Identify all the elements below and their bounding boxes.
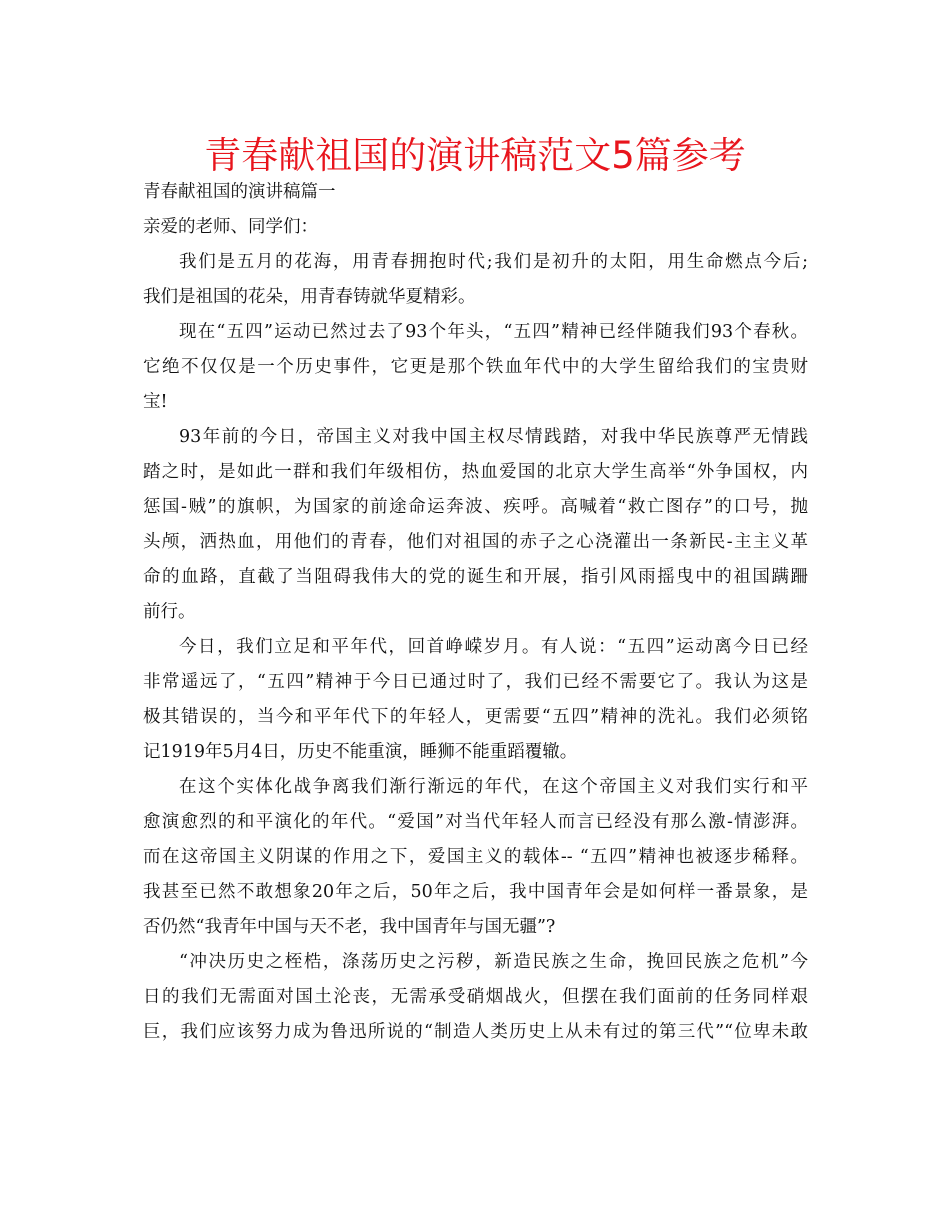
body-line: 而在这帝国主义阴谋的作用之下，爱国主义的载体-- “五四”精神也被逐步稀释。 <box>143 847 808 867</box>
body-line: 我们是祖国的花朵，用青春铸就华夏精彩。 <box>143 287 476 307</box>
body-line: 命的血路，直截了当阻碍我伟大的党的诞生和开展，指引风雨摇曳中的祖国蹒跚 <box>143 567 808 587</box>
body-line: 头颅，洒热血，用他们的青春，他们对祖国的赤子之心浇灌出一条新民-主主义革 <box>143 532 808 552</box>
body-line: 前行。 <box>143 602 196 622</box>
body-line: 今日，我们立足和平年代，回首峥嵘岁月。有人说：“五四”运动离今日已经 <box>179 637 808 657</box>
document-title: 青春献祖国的演讲稿范文5篇参考 <box>204 134 746 177</box>
body-line: 惩国-贼”的旗帜，为国家的前途命运奔波、疾呼。高喊着“救亡图存”的口号，抛 <box>143 497 808 517</box>
body-line: 日的我们无需面对国土沦丧，无需承受硝烟战火，但摆在我们面前的任务同样艰 <box>143 987 808 1007</box>
body-line: 我们是五月的花海，用青春拥抱时代;我们是初升的太阳，用生命燃点今后; <box>179 252 808 272</box>
body-line: 我甚至已然不敢想象20年之后，50年之后，我中国青年会是如何样一番景象，是 <box>143 882 808 902</box>
body-line: 否仍然“我青年中国与天不老，我中国青年与国无疆”? <box>143 917 556 937</box>
body-line: 93年前的今日，帝国主义对我中国主权尽情践踏，对我中华民族尊严无情践 <box>179 427 808 447</box>
body-line: “冲决历史之桎梏，涤荡历史之污秽，新造民族之生命，挽回民族之危机”今 <box>179 952 808 972</box>
body-line: 记1919年5月4日，历史不能重演，睡狮不能重蹈覆辙。 <box>143 742 578 762</box>
body-line: 宝! <box>143 392 168 412</box>
body-line: 极其错误的，当今和平年代下的年轻人，更需要“五四”精神的洗礼。我们必须铭 <box>143 707 808 727</box>
body-line: 愈演愈烈的和平演化的年代。“爱国”对当代年轻人而言已经没有那么激-情澎湃。 <box>143 812 808 832</box>
section-heading: 青春献祖国的演讲稿篇一 <box>143 182 336 202</box>
salutation: 亲爱的老师、同学们： <box>143 217 318 237</box>
body-line: 现在“五四”运动已然过去了93个年头，“五四”精神已经伴随我们93个春秋。 <box>179 322 808 342</box>
body-line: 巨，我们应该努力成为鲁迅所说的“制造人类历史上从未有过的第三代”“位卑未敢 <box>143 1022 808 1042</box>
body-line: 在这个实体化战争离我们渐行渐远的年代，在这个帝国主义对我们实行和平 <box>179 777 808 797</box>
body-line: 非常遥远了，“五四”精神于今日已通过时了，我们已经不需要它了。我认为这是 <box>143 672 808 692</box>
body-line: 踏之时，是如此一群和我们年级相仿，热血爱国的北京大学生高举“外争国权，内 <box>143 462 808 482</box>
body-line: 它绝不仅仅是一个历史事件，它更是那个铁血年代中的大学生留给我们的宝贵财 <box>143 357 808 377</box>
